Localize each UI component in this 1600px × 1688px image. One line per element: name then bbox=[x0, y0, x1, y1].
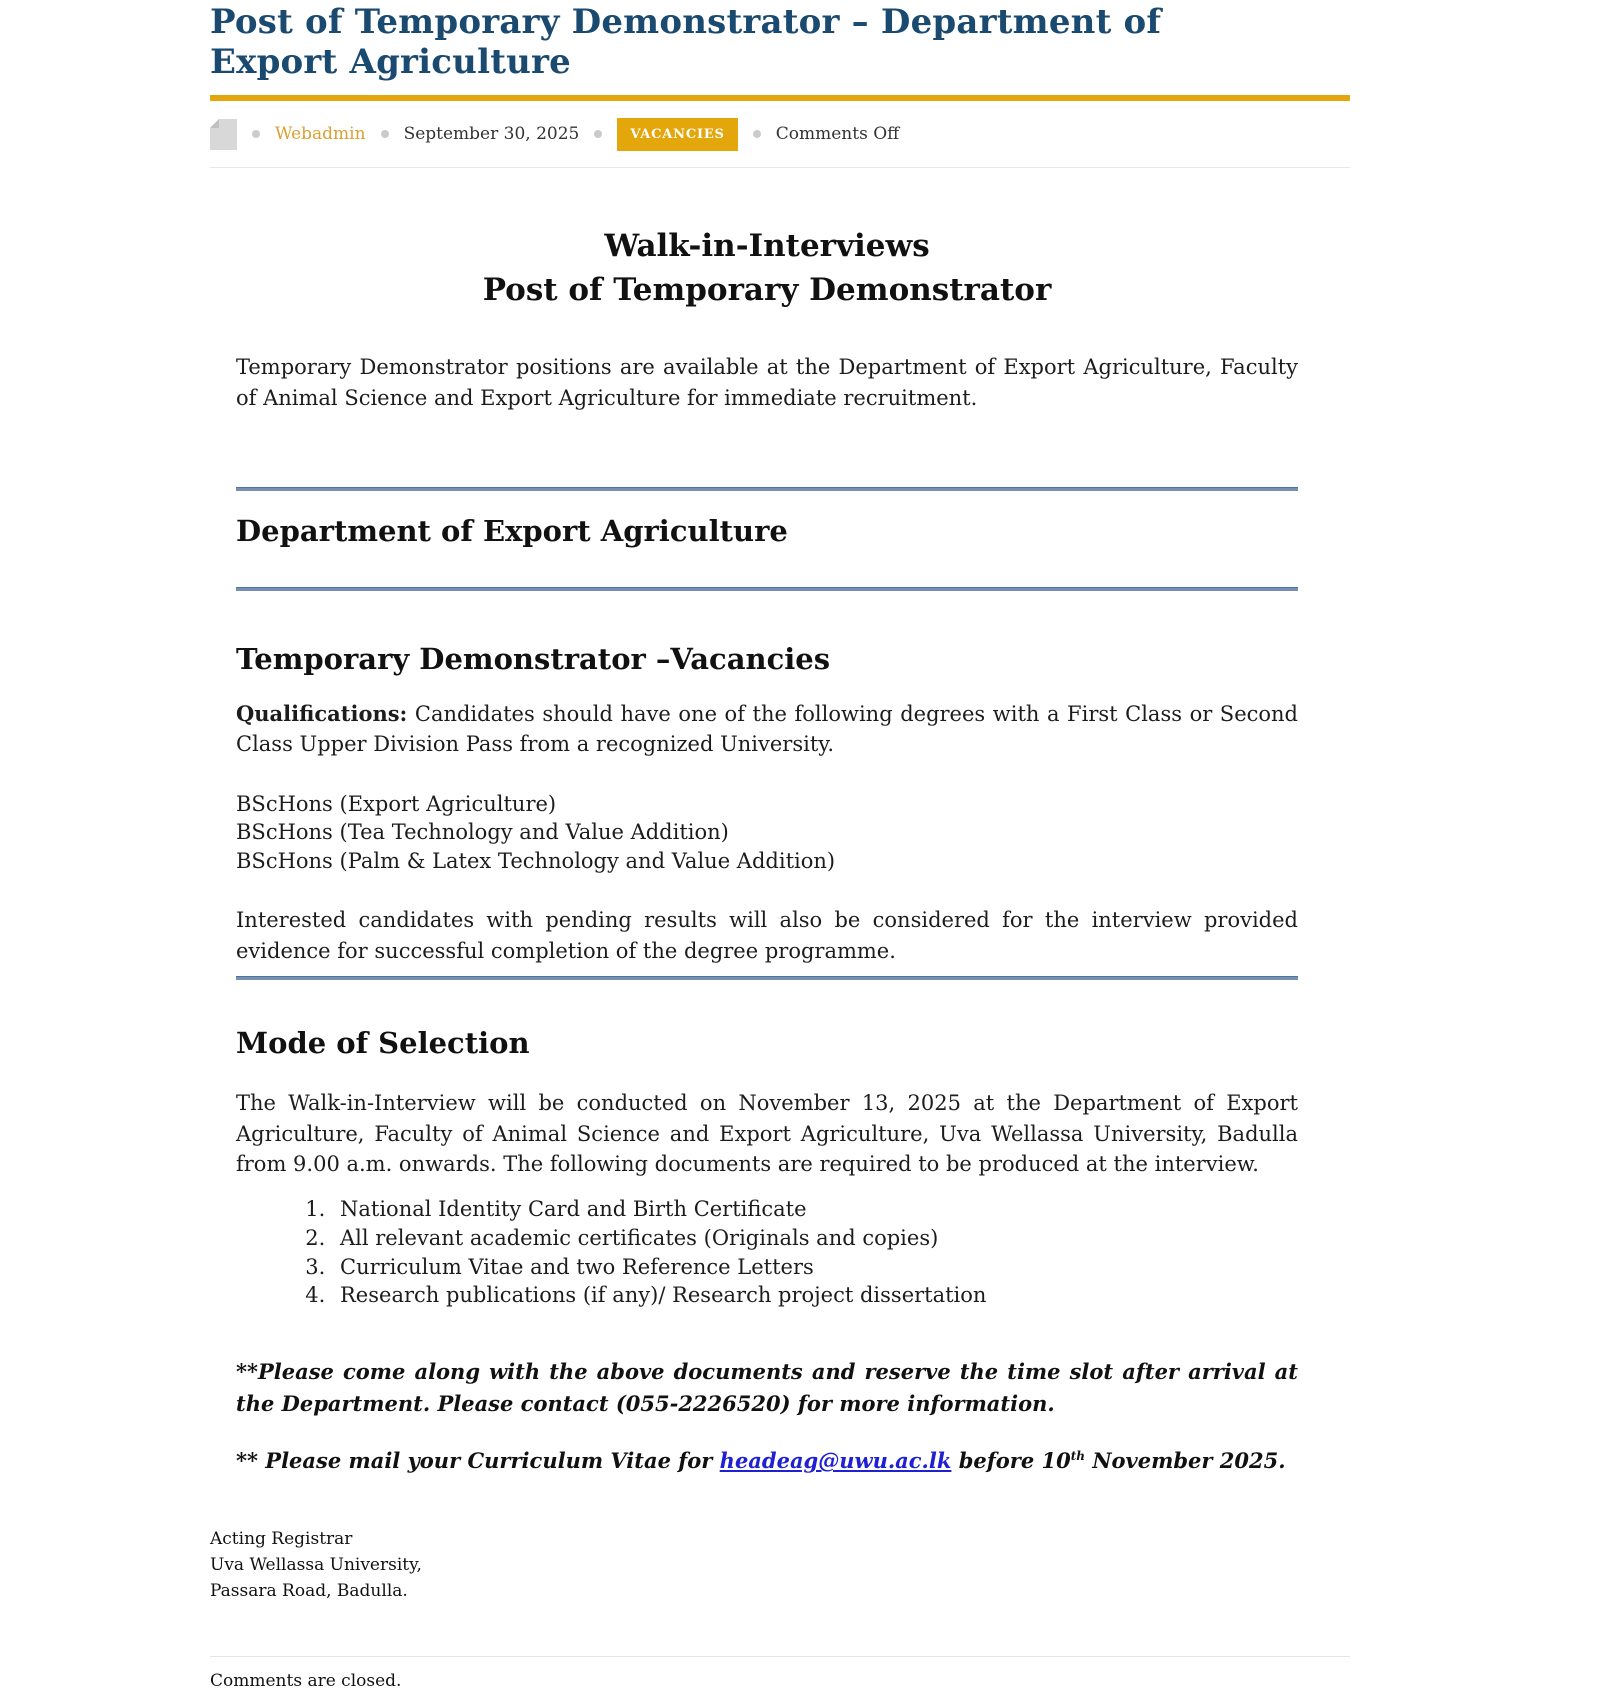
intro-paragraph: Temporary Demonstrator positions are available at the Department of Export Agriculture, Faculty of Animal Science and Export Agriculture for immediate recruitment. bbox=[236, 355, 1298, 410]
mode-of-selection-heading: Mode of Selection bbox=[236, 1026, 530, 1061]
meta-divider bbox=[210, 167, 1350, 168]
document-item: 4. Research publications (if any)/ Research project dissertation bbox=[332, 1281, 1298, 1310]
meta-bullet bbox=[753, 130, 761, 138]
walkin-heading bbox=[236, 224, 1298, 312]
category-badge[interactable]: VACANCIES bbox=[617, 118, 737, 151]
document-item: 3. Curriculum Vitae and two Reference Letters bbox=[332, 1253, 1298, 1282]
page-title: Post of Temporary Demonstrator – Department of Export Agriculture bbox=[210, 2, 1162, 83]
ordinal-suffix: th bbox=[1070, 1449, 1086, 1464]
post-article bbox=[210, 0, 1350, 1688]
meta-bullet bbox=[594, 130, 602, 138]
comments-status: Comments Off bbox=[775, 124, 900, 145]
post-meta bbox=[210, 118, 1350, 150]
post-content bbox=[210, 224, 1298, 1604]
footer-divider bbox=[210, 1656, 1350, 1657]
walkin-heading-line1: Walk-in-Interviews bbox=[604, 228, 930, 265]
author-link[interactable]: Webadmin bbox=[275, 124, 366, 145]
qualifications-label: Qualifications: bbox=[236, 700, 408, 726]
blue-divider bbox=[236, 587, 1298, 591]
signature-address: Passara Road, Badulla. bbox=[210, 1580, 408, 1601]
post-date: September 30, 2025 bbox=[403, 124, 580, 145]
degree-item: BScHons (Palm & Latex Technology and Value Addition) bbox=[236, 848, 836, 873]
meta-bullet bbox=[381, 130, 389, 138]
blue-divider bbox=[236, 976, 1298, 980]
degree-item: BScHons (Export Agriculture) bbox=[236, 791, 557, 816]
pending-results-paragraph: Interested candidates with pending results will also be considered for the interview provided evidence for successful completion of the degree programme. bbox=[236, 908, 1298, 963]
document-item: 1. National Identity Card and Birth Certificate bbox=[332, 1195, 1298, 1224]
selection-paragraph: The Walk-in-Interview will be conducted on November 13, 2025 at the Department of Export Agriculture, Faculty of Animal Science and Export Agriculture, Uva Wellassa University, Badulla from 9.00 a.m. onwards. The following documents are required to be produced at the interview. bbox=[236, 1091, 1298, 1177]
signature-block bbox=[210, 1527, 1298, 1604]
reserve-timeslot-note: **Please come along with the above documents and reserve the time slot after arrival at the Department. Please contact (055-2226520) for more information. bbox=[236, 1359, 1298, 1416]
meta-bullet bbox=[252, 130, 260, 138]
vacancies-heading: Temporary Demonstrator –Vacancies bbox=[236, 642, 831, 677]
document-item: 2. All relevant academic certificates (Originals and copies) bbox=[332, 1224, 1298, 1253]
degree-item: BScHons (Tea Technology and Value Addition) bbox=[236, 820, 729, 845]
walkin-heading-line2: Post of Temporary Demonstrator bbox=[482, 272, 1052, 309]
email-link[interactable]: headeag@uwu.ac.lk bbox=[719, 1448, 952, 1474]
department-heading: Department of Export Agriculture bbox=[236, 514, 788, 549]
mail-cv-note-prefix: ** Please mail your Curriculum Vitae for bbox=[236, 1448, 720, 1474]
post-page-icon bbox=[210, 119, 237, 150]
mail-cv-note-mid: before 10 bbox=[951, 1448, 1071, 1474]
mail-cv-note-suffix: November 2025. bbox=[1085, 1448, 1286, 1474]
signature-university: Uva Wellassa University, bbox=[210, 1554, 422, 1575]
comments-closed-text: Comments are closed. bbox=[210, 1671, 402, 1688]
degrees-list bbox=[236, 790, 1298, 876]
qualifications-text: Candidates should have one of the following degrees with a First Class or Second Class Upper Division Pass from a recognized University. bbox=[236, 701, 1298, 757]
mail-cv-note bbox=[236, 1445, 1298, 1477]
gold-divider bbox=[210, 95, 1350, 101]
qualifications-paragraph bbox=[236, 699, 1298, 760]
blue-divider bbox=[236, 487, 1298, 491]
signature-role: Acting Registrar bbox=[210, 1528, 353, 1549]
documents-list bbox=[236, 1195, 1298, 1311]
